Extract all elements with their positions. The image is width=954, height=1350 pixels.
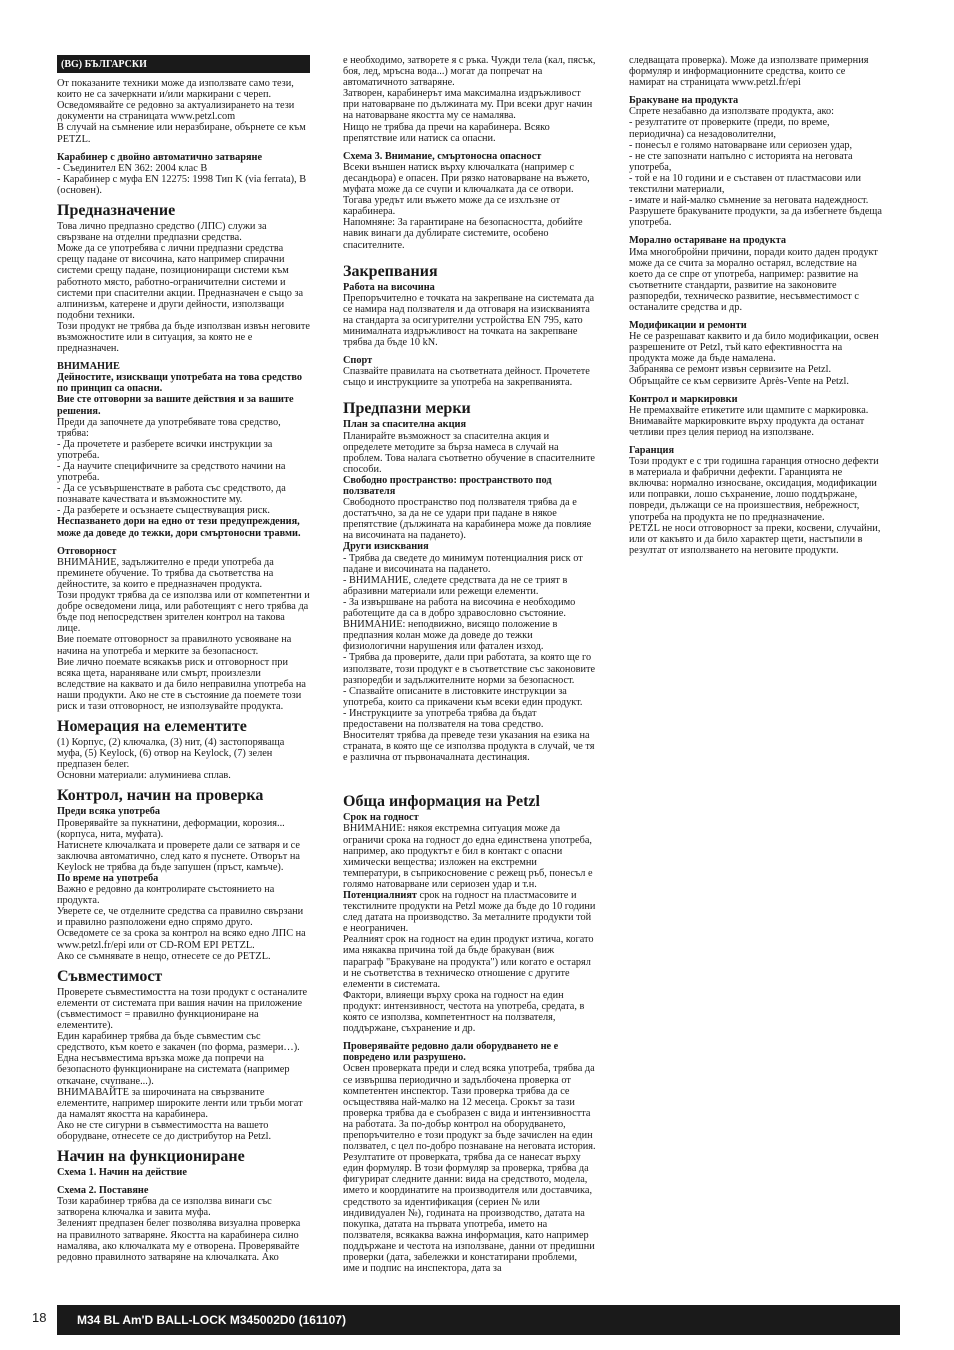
subsection-heading: Отговорност <box>57 545 117 557</box>
paragraph: ВНИМАНИЕ, задължително е преди употреба да преминете обучение. То трябва да съответства на дейностите, за които е предназначен продукта. <box>57 556 274 590</box>
paragraph: Преди да започнете да употребявате това средство, трябва: <box>57 416 281 439</box>
paragraph: - Трябва да проверите, дали при работата, за която ще го използвате, този продукт е в съответствие със законовите разпоредби и задължителните норми за безопасност. <box>343 652 596 686</box>
subsection-heading: ВНИМАНИЕ <box>57 361 120 373</box>
paragraph: Препоръчително е точката на закрепване на системата да се намира над ползвателя и да отговаря на изискванията на стандарта за осигурителни устройства EN 795, като минималната издръжливост на точката на закрепване трябва да бъде 10 kN. <box>343 292 595 349</box>
warning-paragraph: Вие сте отговорни за вашите действия и за вашите решения. <box>57 394 294 417</box>
paragraph <box>343 890 596 934</box>
paragraph: - Спазвайте описаните в листовките инструкции за употреба, които са прикачени към всеки един продукт. <box>343 685 583 708</box>
paragraph: - За извършване на работа на височина е необходимо работещите да са в добро здравословно състояние. ВНИМАНИЕ: неподвижно, висящо положение в предпазния колан може да доведе до тежки физиологични нарушения или фатален изход. <box>343 596 576 653</box>
paragraph: Осведомете се за срока за контрол на всяко едно ЛПС на www.petzl.fr/epi или от CD-ROM EPI PETZL. <box>57 928 306 951</box>
paragraph: ВНИМАНИЕ: някоя екстремна ситуация може да ограничи срока на годност до една единствена употреба, например, ако продуктът е бил в контакт с опасни химически вещества; изложен на екстремни температури, в съприкосновение с режещ ръб, понесъл е голямо натоварване или сериозен удар и т.н. <box>343 823 593 890</box>
paragraph: - имате и най-малко съмнение за неговата надеждност. Разрушете бракуваните продукти, за да избегнете бъдеща употреба. <box>629 195 882 229</box>
paragraph: - Съединител EN 362: 2004 клас B <box>57 162 208 174</box>
paragraph-text: срок на годност на пластмасовите и текстилните продукти на Petzl може да бъде до 10 години след датата на производство. За металните продукти той е неограничен. <box>343 890 596 935</box>
subsection-heading: Други изисквания <box>343 541 429 553</box>
language-header: (BG) БЪЛГАРСКИ <box>57 55 310 73</box>
paragraph: Може да се употребява с лични предпазни средства срещу падане от височина, като например спирачни системи срещу падане, позициониращи системи към работното място, работно-ограничителни системи и системи при спасителни акции. Предназначен е също за алпинизъм, катерене и други дейности, използващи подобни техники. <box>57 243 304 321</box>
subsection-heading: Карабинер с двойно автоматично затваряне <box>57 151 263 163</box>
subsection-heading: Гаранция <box>629 445 675 456</box>
paragraph: - Карабинер с муфа EN 12275: 1998 Тип K (via ferrata), B (основен). <box>57 173 307 196</box>
section-heading: Съвместимост <box>57 967 163 985</box>
paragraph: - той е на 10 години и е съставен от пластмасови или текстилни материали, <box>629 172 861 196</box>
paragraph: - Да се усъвършенствате в работа със средството, да познавате качествата и възможностите му. <box>57 483 286 506</box>
paragraph-lead: Потенциалният <box>343 890 417 901</box>
paragraph: В случай на съмнение или неразбиране, обърнете се към PETZL. <box>57 122 306 145</box>
subsection-heading: План за спасителна акция <box>343 419 467 431</box>
subsection-heading: Свободно пространство: пространството под ползвателя <box>343 474 552 497</box>
paragraph: Забранява се ремонт извън сервизите на Petzl. Обръщайте се към сервизите Après-Vente на Petzl. <box>629 364 849 387</box>
page-number: 18 <box>32 1310 47 1325</box>
paragraph: Важно е редовно да контролирате състоянието на продукта. <box>57 884 275 907</box>
paragraph: Вие поемате отговорност за правилното усвояване на начина на употреба и мерките за безопасност. <box>57 634 292 657</box>
paragraph: - Да научите специфичните за средството начини на употреба. <box>57 461 286 484</box>
subsection-heading: Схема 2. Поставяне <box>57 1185 149 1197</box>
column-right <box>629 55 882 556</box>
paragraph: Един карабинер трябва да бъде съвместим със средството, към което е закачен (по форма, размери…). Една несъвместима връзка може да попречи на безопасното функциониране на системата (например откачане, счупване...). <box>57 1031 300 1087</box>
paragraph: PETZL не носи отговорност за преки, косвени, случайни, или от какъвто и да било характер щети, настъпили в резултат от използването на неговите продукти. <box>629 522 881 556</box>
paragraph: следващата проверка). Може да използвате примерния формуляр и информационните средства, които се намират на страницата www.petzl.fr/epi <box>629 55 869 89</box>
section-heading: Закрепвания <box>343 262 438 280</box>
paragraph: Проверявайте за пукнатини, деформации, корозия... (корпуса, нита, муфата). <box>57 817 285 840</box>
section-heading: Предпазни мерки <box>343 400 471 418</box>
paragraph: е необходимо, затворете я с ръка. Чужди тела (кал, пясък, боя, лед, мръсна вода...) могат да попречат на автоматичното затваряне. <box>343 55 596 89</box>
paragraph: Фактори, влияещи върху срока на годност на един продукт: интензивност, честота на употреба, средата, в която се използва, компетентност на ползвателя, поддържане, съхранение и др. <box>343 989 585 1035</box>
paragraph: Основни материали: алуминиева сплав. <box>57 770 231 782</box>
paragraph: Спазвайте правилата на съответната дейност. Прочетете също и инструкциите за употреба на закрепванията. <box>343 366 590 389</box>
paragraph: Реалният срок на годност на един продукт изтича, когато има някаква причина той да бъде бракуван (виж параграф "Бракуване на продукта") или когато е остарял и не съответства в техническо отношение с другите елементи в системата. <box>343 934 594 990</box>
paragraph: - Инструкциите за употреба трябва да бъдат предоставени на ползвателя на това средство. Вносителят трябва да преведе тези указания на езика на страната, в която ще се използва продукта в случай, че тя е различна от първоначалната дестинация. <box>343 707 595 764</box>
section-heading: Номерация на елементите <box>57 718 247 736</box>
subsection-heading: Контрол и маркировки <box>629 393 738 405</box>
paragraph: Вие лично поемате всякакъв риск и отговорност при всяка щета, нараняване или смърт, произлезли вследствие на каквато и да било неправилна употреба на наши продукти. Ако не сте в състояние да поемете този риск и тази отговорност, не използувайте продукта. <box>57 656 306 712</box>
section-heading: Контрол, начин на проверка <box>57 787 264 805</box>
paragraph: Не се разрешават каквито и да било модификации, освен разрешените от Petzl, тъй като ефективността на продукта може да бъде намалена. <box>629 331 879 365</box>
paragraph: - Да разберете и осъзнаете съществуващия риск. <box>57 505 270 517</box>
paragraph: Затворен, карабинерът има максимална издръжливост при натоварване по дължината му. При всеки друг начин на натоварване якостта му се намалява. <box>343 88 593 122</box>
paragraph: Нищо не трябва да пречи на карабинера. Всяко препятствие или натиск са опасни. <box>343 121 550 144</box>
paragraph: - не сте запознати напълно с историята на неговата употреба, <box>629 150 853 173</box>
subsection-heading: Схема 3. Внимание, смъртоносна опасност <box>343 150 542 162</box>
subsection-heading: По време на употреба <box>57 873 159 884</box>
paragraph: Този продукт е с три годишна гаранция относно дефекти в материала и фабрични дефекти. Гаранцията не включва: нормално износване, оксидация, модификации или поправки, лошо съхранение, лошо поддържане, повреди, дължащи се на произшествия, небрежност, употреба на продукта не по предназначение. <box>629 456 879 523</box>
warning-paragraph: Дейностите, изискващи употребата на това средство по принцип са опасни. <box>57 372 303 395</box>
paragraph: Не премахвайте етикетите или щампите с маркировка. Внимавайте маркировките върху продукта да останат четливи през целия период на използване. <box>629 404 869 438</box>
paragraph: - Да прочетете и разберете всички инструкции за употреба. <box>57 438 273 461</box>
section-heading: Начин на функциониране <box>57 1148 245 1166</box>
paragraph: Проверете съвместимостта на този продукт с останалите елементи от системата при вашия начин на приложение (съвместимост = правилно функциониране на елементите). <box>57 986 308 1032</box>
section-heading: Обща информация на Petzl <box>343 793 540 811</box>
subsection-heading: Срок на годност <box>343 812 419 824</box>
subsection-heading: Работа на височина <box>343 281 435 293</box>
paragraph: Зеленият предпазен белег позволява визуална проверка на правилното затваряне. Якостта на карабинера силно намалява, ако ключалката му е отворена. Проверявайте редовно правилното затваряне на ключалката. Ако <box>57 1218 301 1263</box>
product-code-bar: M34 BL Am'D BALL-LOCK M345002D0 (161107) <box>57 1305 900 1335</box>
paragraph: - резултатите от проверките (преди, по време, периодична) са незадоволителни, <box>629 117 830 140</box>
paragraph: Има многобройни причини, поради които даден продукт може да се счита за морално остарял, вследствие на което да се спре от употреба, например: развитие на съответните стандарти, развитие на законовите разпоредби, техническо развитие, несъвместимост с останалите средства и др. <box>629 246 878 313</box>
column-middle <box>343 55 596 1274</box>
subsection-heading: Модификации и ремонти <box>629 320 747 332</box>
paragraph: ВНИМАВАЙТЕ за широчината на свързваните елементите, например широките ленти или тръби могат да намалят якостта на карабинера. <box>57 1086 303 1120</box>
page-footer <box>0 1305 954 1335</box>
paragraph: Уверете се, че отделните средства са правилно свързани и правилно разположени едно спрямо друго. <box>57 906 304 929</box>
paragraph: Натиснете ключалката и проверете дали се затваря и се заключва автоматично, след като я пуснете. Отворът на Keylock не трябва да бъде запушен (пръст, камъче). <box>57 839 300 873</box>
subsection-heading: Бракуване на продукта <box>629 95 739 107</box>
paragraph: Ако не сте сигурни в съвместимостта на вашето оборудване, отнесете се до дистрибутор на Petzl. <box>57 1119 272 1142</box>
paragraph: От показаните техники може да използвате само тези, които не са зачеркнати и/или маркирани с череп. Осведомявайте се редовно за актуализирането на тези документи на страницата www.petzl.com <box>57 78 295 123</box>
paragraph: Напомняне: За гарантиране на безопасността, добийте навик винаги да дублирате системите, особено спасителните. <box>343 217 583 251</box>
subsection-heading: Схема 1. Начин на действие <box>57 1167 187 1179</box>
paragraph: Това лично предпазно средство (ЛПС) служи за свързване на отделни предпазни средства. <box>57 221 267 244</box>
section-heading: Предназначение <box>57 202 176 220</box>
column-left <box>57 55 310 1263</box>
paragraph: (1) Корпус, (2) ключалка, (3) нит, (4) застопоряваща муфа, (5) Keylock, (6) отвор на Keylock, (7) зелен предпазен белег. <box>57 737 285 771</box>
subsection-heading: Преди всяка употреба <box>57 806 161 818</box>
paragraph: Освен проверката преди и след всяка употреба, трябва да се извършва периодично и задълбочена проверка от компетентен инспектор. Тази проверка трябва да се осъществява най-малко на 12 месеца. Срокът за тази проверка трябва да е съобразен с вида и интензивността на работата. За по-добър контрол на оборудването, препоръчително е този продукт за бъде зачислен на един ползвател, с цел по-добро познаване на неговата история. Резултатите от проверката, трябва да се нанесат върху един формуляр. В този формуляр за проверка, трябва да фигурират следните данни: вида на средството, модела, името и координатите на производителя или доставчика, средството за идентификация (сериен № или индивидуален №), годината на производство, датата на покупка, датата на първата употреба, името на ползвателя, всякаква важна информация, като например поддържане и честота на използване, данни от предишни проверки (дата, забележки и констатирани проблеми, име и подпис на инспектора, дата за <box>343 1063 596 1275</box>
subsection-heading: Проверявайте редовно дали оборудването не е повредено или разрушено. <box>343 1041 559 1064</box>
paragraph: Този карабинер трябва да се използва винаги със затворена ключалка и завита муфа. <box>57 1196 272 1219</box>
paragraph: Всеки външен натиск върху ключалката (например с десандьора) е опасен. При рязко натоварване на въжето, муфата може да се счупи и ключалката да се отвори. Тогава уредът или въжето може да се изхлъзне от карабинера. <box>343 161 590 218</box>
paragraph: Този продукт не трябва да бъде използван извън неговите възможностите или в ситуация, за която не е предназначен. <box>57 320 310 355</box>
paragraph: - Трябва да сведете до минимум потенциалния риск от падане и височината на падането. <box>343 552 583 575</box>
paragraph: - ВНИМАНИЕ, следете средствата да не се трият в абразивни материали или режещи елементи. <box>343 574 568 597</box>
paragraph: Планирайте възможност за спасителна акция и определете методите за бърза намеса в случай на проблем. Това налага съответно обучение в спасителните способи. <box>343 430 595 475</box>
warning-paragraph: Неспазването дори на едно от тези предупреждения, може да доведе до тежки, дори смъртоносни травми. <box>57 516 301 539</box>
paragraph: Този продукт трябва да се използва или от компетентни и добре осведомени лица, или работещият с него трябва да бъде под непосредствен зрителен контрол на такова лице. <box>57 590 310 635</box>
subsection-heading: Морално остаряване на продукта <box>629 235 787 247</box>
paragraph: Свободното пространство под ползвателя трябва да е достатъчно, за да не се удари при падане в някое препятствие (дължината на карабинера може да повлияе на височината на падането). <box>343 497 592 542</box>
paragraph: - понесъл е голямо натоварване или сериозен удар, <box>629 139 853 151</box>
subsection-heading: Спорт <box>343 355 373 367</box>
paragraph: Спрете незабавно да използвате продукта, ако: <box>629 106 835 118</box>
paragraph: Ако се съмнявате в нещо, отнесете се до PETZL. <box>57 950 271 962</box>
